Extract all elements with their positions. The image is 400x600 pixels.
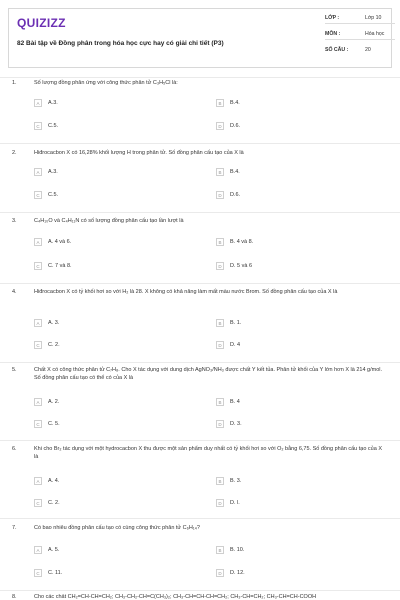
option-d[interactable] <box>216 420 366 430</box>
section-divider <box>0 212 400 213</box>
section-divider <box>0 590 400 591</box>
option-letter-box: D <box>216 122 224 130</box>
option-label: B.4. <box>230 169 240 175</box>
option-letter-box: B <box>216 168 224 176</box>
option-letter-box: A <box>34 99 42 107</box>
option-letter-box: C <box>34 499 42 507</box>
option-label: B. 10. <box>230 547 245 553</box>
option-letter-box: B <box>216 398 224 406</box>
question-text: Số lượng đồng phân ứng với công thức phân tử C₃H₅Cl là: <box>34 80 178 86</box>
option-letter-box: A <box>34 546 42 554</box>
option-label: B. 4 <box>230 399 240 405</box>
option-label: A. 4 và 6. <box>48 239 72 245</box>
option-label: C. 2. <box>48 500 60 506</box>
option-letter-box: C <box>34 341 42 349</box>
question-text: C₄H₁₀O và C₄H₁₁N có số lượng đồng phân cấu tạo lần lượt là <box>34 218 184 224</box>
question-text: Hiđrocacbon X có tỷ khối hơi so với H₂ là 28. X không có khả năng làm mất màu nước Brom. Số đồng phân cấu tạo của X là <box>34 289 338 295</box>
option-label: B. 1. <box>230 320 242 326</box>
option-d[interactable] <box>216 569 366 579</box>
option-letter-box: C <box>34 420 42 428</box>
option-letter-box: D <box>216 569 224 577</box>
option-label: D. 5 và 6 <box>230 263 253 269</box>
meta-grade-label: LỚP : <box>325 15 340 21</box>
option-label: C.5. <box>48 192 59 198</box>
option-letter-box: C <box>34 262 42 270</box>
option-c[interactable] <box>34 122 184 132</box>
option-label: A. 3. <box>48 320 60 326</box>
option-c[interactable] <box>34 191 184 201</box>
document-title: 82 Bài tập về Đồng phân trong hóa học cực hay có giải chi tiết (P3) <box>17 40 224 47</box>
option-b[interactable] <box>216 99 366 109</box>
question-number: 8. <box>12 594 17 600</box>
section-divider <box>0 362 400 363</box>
question-number: 7. <box>12 525 17 531</box>
meta-count-label: SỐ CÂU : <box>325 47 349 53</box>
option-label: C. 7 và 8. <box>48 263 72 269</box>
option-letter-box: A <box>34 319 42 327</box>
section-divider <box>0 518 400 519</box>
option-a[interactable] <box>34 99 184 109</box>
question-number: 3. <box>12 218 17 224</box>
divider-line <box>325 23 395 24</box>
option-label: A.3. <box>48 169 58 175</box>
option-letter-box: D <box>216 262 224 270</box>
option-label: C. 5. <box>48 421 60 427</box>
question-text: Có bao nhiêu đồng phân cấu tạo có cùng công thức phân tử C₆H₁₄? <box>34 525 200 531</box>
option-label: A.3. <box>48 100 58 106</box>
option-letter-box: B <box>216 319 224 327</box>
question-number: 4. <box>12 289 17 295</box>
option-label: C. 11. <box>48 570 63 576</box>
divider-line <box>325 39 395 40</box>
option-a[interactable] <box>34 546 184 556</box>
question-text: Chất X có công thức phân tử C₇H₈. Cho X tác dụng với dung dịch AgNO₃/NH₃ được chất Y kết tủa. Phân tử khối của Y lớn hơn X là 214 g/mol. Số đồng phân cấu tạo có thể có của X là <box>34 367 383 381</box>
option-label: D. 12. <box>230 570 245 576</box>
option-a[interactable] <box>34 319 184 329</box>
option-letter-box: C <box>34 569 42 577</box>
meta-grade-value: Lớp 10 <box>365 15 382 21</box>
option-label: B.4. <box>230 100 240 106</box>
question-text: Cho các chất CH₂=CH-CH=CH₂; CH₃-CH₂-CH=C(CH₃)₂; CH₃-CH=CH-CH=CH₂; CH₃-CH=CH₂; CH₃-CH=CH-COOH <box>34 594 317 600</box>
option-letter-box: A <box>34 238 42 246</box>
option-label: A. 5. <box>48 547 60 553</box>
option-d[interactable] <box>216 499 366 509</box>
option-letter-box: D <box>216 191 224 199</box>
option-letter-box: C <box>34 122 42 130</box>
option-b[interactable] <box>216 168 366 178</box>
section-divider <box>0 77 400 78</box>
option-label: D. 4 <box>230 342 241 348</box>
meta-subject-value: Hóa học <box>365 31 385 37</box>
question-text: Hiđrocacbon X có 16,28% khối lượng H trong phân tử. Số đồng phân cấu tạo của X là <box>34 150 244 156</box>
option-a[interactable] <box>34 168 184 178</box>
option-letter-box: B <box>216 99 224 107</box>
option-a[interactable] <box>34 477 184 487</box>
option-c[interactable] <box>34 420 184 430</box>
option-letter-box: B <box>216 546 224 554</box>
option-b[interactable] <box>216 319 366 329</box>
option-label: C. 2. <box>48 342 60 348</box>
option-a[interactable] <box>34 238 184 248</box>
brand-logo: QUIZIZZ <box>17 16 66 30</box>
question-8 <box>12 594 388 600</box>
option-d[interactable] <box>216 122 366 132</box>
option-letter-box: B <box>216 477 224 485</box>
option-a[interactable] <box>34 398 184 408</box>
option-letter-box: D <box>216 420 224 428</box>
option-label: A. 2. <box>48 399 60 405</box>
option-label: C.5. <box>48 123 59 129</box>
option-b[interactable] <box>216 398 366 408</box>
option-label: D.6. <box>230 192 241 198</box>
option-label: D. l. <box>230 500 240 506</box>
option-letter-box: A <box>34 168 42 176</box>
meta-subject-label: MÔN : <box>325 31 341 37</box>
option-b[interactable] <box>216 477 366 487</box>
option-d[interactable] <box>216 191 366 201</box>
question-number: 5. <box>12 367 17 373</box>
option-label: B. 3. <box>230 478 242 484</box>
meta-count-value: 20 <box>365 47 371 53</box>
option-c[interactable] <box>34 499 184 509</box>
option-d[interactable] <box>216 262 366 272</box>
option-letter-box: C <box>34 191 42 199</box>
header-card <box>8 8 392 68</box>
option-letter-box: A <box>34 398 42 406</box>
question-number: 6. <box>12 446 17 452</box>
option-label: D.6. <box>230 123 241 129</box>
option-d[interactable] <box>216 341 366 351</box>
option-label: D. 3. <box>230 421 242 427</box>
option-letter-box: D <box>216 499 224 507</box>
section-divider <box>0 283 400 284</box>
option-c[interactable] <box>34 262 184 272</box>
section-divider <box>0 143 400 144</box>
option-label: B. 4 và 8. <box>230 239 254 245</box>
question-text: Khi cho Br₂ tác dụng với một hydrocacbon X thu được một sản phẩm duy nhất có tỷ khối hơi so với O₂ bằng 6,75. Số đồng phân cấu tạo của X là <box>34 446 382 460</box>
option-letter-box: A <box>34 477 42 485</box>
option-letter-box: D <box>216 341 224 349</box>
question-number: 2. <box>12 150 17 156</box>
option-b[interactable] <box>216 238 366 248</box>
option-label: A. 4. <box>48 478 60 484</box>
option-c[interactable] <box>34 569 184 579</box>
section-divider <box>0 440 400 441</box>
option-c[interactable] <box>34 341 184 351</box>
option-letter-box: B <box>216 238 224 246</box>
question-number: 1. <box>12 80 17 86</box>
option-b[interactable] <box>216 546 366 556</box>
